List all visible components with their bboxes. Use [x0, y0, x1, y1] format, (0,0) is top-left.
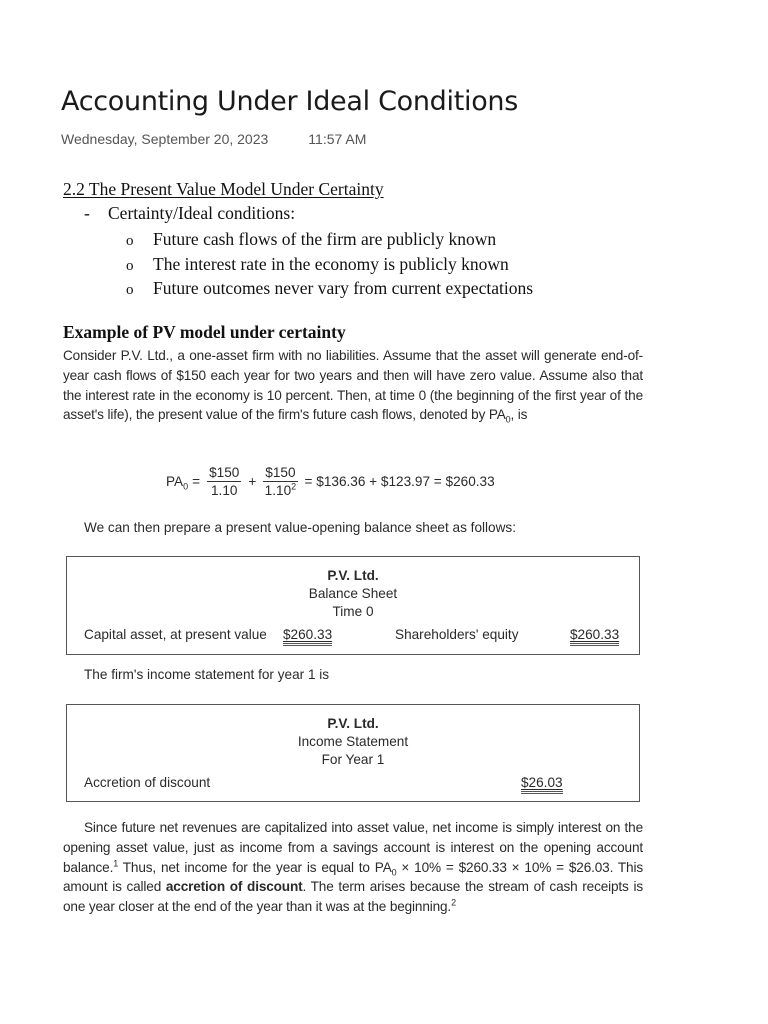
equals-sign: =: [192, 474, 201, 489]
sub-bullet-text: Future outcomes never vary from current expectations: [153, 278, 534, 298]
fraction-denominator: 1.10: [210, 483, 238, 498]
circle-bullet-icon: o: [126, 282, 134, 298]
subscript: 0: [505, 415, 511, 426]
intro-paragraph: [63, 346, 643, 425]
exponent: 2: [291, 481, 297, 492]
lhs-symbol: PA: [166, 474, 184, 489]
denominator-base: 1.10: [264, 483, 292, 498]
capital-asset-value: $260.33: [283, 627, 332, 646]
fraction-1: [207, 465, 241, 498]
sub-bullet-text: Future cash flows of the firm are publicly known: [153, 229, 497, 249]
explanation-paragraph: [63, 818, 643, 917]
pv-equation: [166, 465, 499, 498]
plus-sign: +: [248, 474, 257, 489]
accretion-value: $26.03: [521, 775, 563, 794]
income-statement-intro: The firm's income statement for year 1 is: [84, 667, 330, 682]
subscript: 0: [391, 867, 397, 878]
equation-lhs: [166, 474, 189, 492]
dash-bullet-icon: -: [84, 203, 90, 223]
paragraph-text: Consider P.V. Ltd., a one-asset firm with no liabilities. Assume that the asset will generate end-of-year cash flows of $150 each year for two years and then will have zero value. Assume also that the interest rate in the economy is 10 percent. Then, at time 0 (the beginning of the first year of the asset's life), the present value of the firm's future cash flows, denoted by PA: [63, 348, 643, 423]
equity-label: Shareholders' equity: [395, 627, 519, 642]
capital-asset-label: Capital asset, at present value: [84, 627, 267, 642]
company-name: P.V. Ltd.: [327, 716, 379, 731]
equation-rhs: = $136.36 + $123.97 = $260.33: [304, 474, 495, 489]
bold-term: accretion of discount: [165, 879, 303, 895]
fraction-numerator: $150: [265, 465, 296, 480]
paragraph-text: Since future net revenues are capitalized into asset value, net income is simply interest on the opening asset value, just as income from a savings account is interest on the opening account balance.: [63, 820, 643, 875]
footnote-marker: 1: [113, 858, 119, 869]
statement-title: Balance Sheet: [308, 586, 398, 601]
income-statement-box: [66, 704, 640, 802]
equity-value: $260.33: [570, 627, 619, 646]
bullet-text: Certainty/Ideal conditions:: [108, 203, 296, 223]
example-heading: Example of PV model under certainty: [63, 322, 346, 342]
statement-period: Time 0: [332, 604, 374, 619]
accretion-label: Accretion of discount: [84, 775, 211, 790]
paragraph-text: , is: [510, 407, 528, 423]
subscript: 0: [183, 481, 189, 492]
balance-sheet-intro: We can then prepare a present value-opening balance sheet as follows:: [84, 520, 517, 535]
fraction-2: [263, 465, 297, 498]
paragraph-text: . The term arises because the stream of cash receipts is one year closer at the end of the year than it was at the beginning.: [63, 879, 643, 915]
circle-bullet-icon: o: [126, 257, 134, 274]
fraction-denominator: [265, 482, 296, 498]
note-time: 11:57 AM: [308, 131, 367, 147]
sub-bullet-item: [126, 252, 533, 277]
note-date: Wednesday, September 20, 2023: [61, 131, 269, 147]
sub-bullet-list: [126, 227, 533, 301]
income-statement-header: [67, 715, 639, 769]
balance-sheet-header: [67, 567, 639, 621]
fraction-numerator: $150: [209, 465, 240, 480]
circle-bullet-icon: o: [126, 233, 134, 249]
footnote-marker: 2: [451, 897, 456, 908]
paragraph-text: × 10% = $260.33 × 10% = $26.03. This amount is called: [63, 859, 643, 895]
statement-title: Income Statement: [297, 734, 409, 749]
balance-sheet-box: [66, 556, 640, 655]
sub-bullet-item: [126, 276, 533, 301]
sub-bullet-item: [126, 227, 533, 252]
paragraph-text: Thus, net income for the year is equal to PA: [118, 859, 392, 875]
note-timestamp: [61, 131, 366, 147]
sub-bullet-text: The interest rate in the economy is publicly known: [153, 253, 509, 274]
company-name: P.V. Ltd.: [327, 568, 379, 583]
statement-period: For Year 1: [321, 752, 385, 767]
page-title: Accounting Under Ideal Conditions: [61, 86, 519, 117]
section-heading: 2.2 The Present Value Model Under Certainty: [63, 179, 384, 199]
bullet-item: [84, 203, 295, 224]
